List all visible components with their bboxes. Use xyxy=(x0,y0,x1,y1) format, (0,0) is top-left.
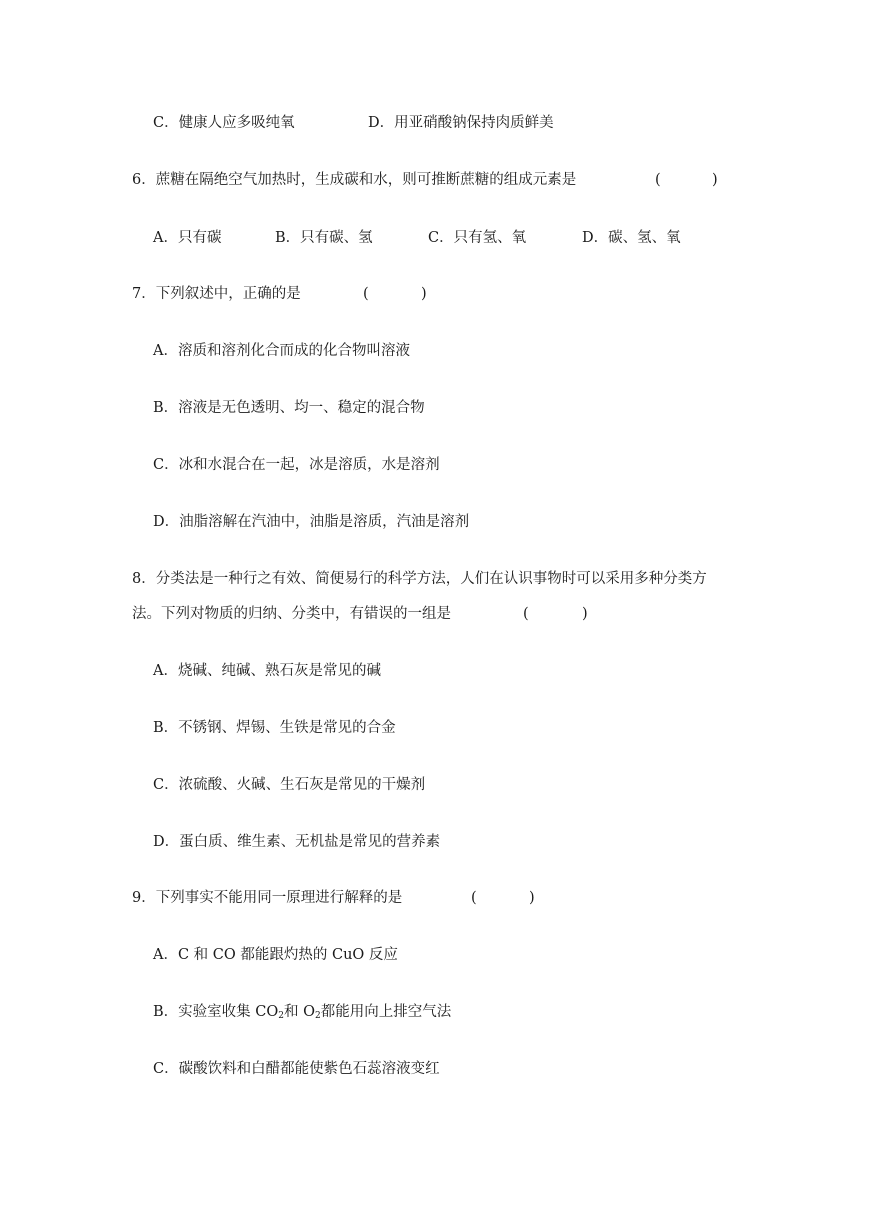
option-b-text: 和 O xyxy=(283,1004,315,1020)
option-a: A．C 和 CO 都能跟灼热的 CuO 反应 xyxy=(153,947,398,963)
question-8-stem-line1: 8．分类法是一种行之有效、简便易行的科学方法，人们在认识事物时可以采用多种分类方 xyxy=(132,571,707,587)
option-d: D．蛋白质、维生素、无机盐是常见的营养素 xyxy=(153,834,441,850)
option-c: C．碳酸饮料和白醋都能使紫色石蕊溶液变红 xyxy=(153,1061,440,1077)
option-b xyxy=(153,1002,451,1022)
answer-bracket-open: ( xyxy=(655,172,661,188)
option-a: A．只有碳 xyxy=(153,230,222,246)
answer-bracket-open: ( xyxy=(523,606,529,622)
option-b-text: 都能用向上排空气法 xyxy=(320,1004,452,1020)
option-d: D．用亚硝酸钠保持肉质鲜美 xyxy=(368,115,554,131)
question-6-stem: 6．蔗糖在隔绝空气加热时，生成碳和水，则可推断蔗糖的组成元素是 xyxy=(132,172,577,188)
option-c: C．只有氢、氧 xyxy=(428,230,527,246)
option-b: B．只有碳、氢 xyxy=(275,230,373,246)
question-7-stem: 7．下列叙述中，正确的是 xyxy=(132,286,301,302)
option-b-text: B．实验室收集 CO xyxy=(153,1004,279,1020)
question-9-stem: 9．下列事实不能用同一原理进行解释的是 xyxy=(132,890,403,906)
option-d: D．碳、氢、氧 xyxy=(582,230,681,246)
option-a: A．溶质和溶剂化合而成的化合物叫溶液 xyxy=(153,343,410,359)
subscript: 2 xyxy=(278,1011,284,1021)
option-c: C．健康人应多吸纯氧 xyxy=(153,115,295,131)
answer-bracket-close: ) xyxy=(421,286,427,302)
answer-bracket-open: ( xyxy=(471,890,477,906)
answer-bracket-open: ( xyxy=(363,286,369,302)
answer-bracket-close: ) xyxy=(582,606,588,622)
option-c: C．浓硫酸、火碱、生石灰是常见的干燥剂 xyxy=(153,777,426,793)
answer-bracket-close: ) xyxy=(712,172,718,188)
subscript: 2 xyxy=(314,1011,321,1021)
option-b: B．不锈钢、焊锡、生铁是常见的合金 xyxy=(153,720,396,736)
option-c: C．冰和水混合在一起，冰是溶质，水是溶剂 xyxy=(153,457,440,473)
question-8-stem-line2: 法。下列对物质的归纳、分类中，有错误的一组是 xyxy=(132,606,451,622)
option-a: A．烧碱、纯碱、熟石灰是常见的碱 xyxy=(153,663,381,679)
option-b: B．溶液是无色透明、均一、稳定的混合物 xyxy=(153,400,425,416)
option-d: D．油脂溶解在汽油中，油脂是溶质，汽油是溶剂 xyxy=(153,514,470,530)
answer-bracket-close: ) xyxy=(529,890,535,906)
